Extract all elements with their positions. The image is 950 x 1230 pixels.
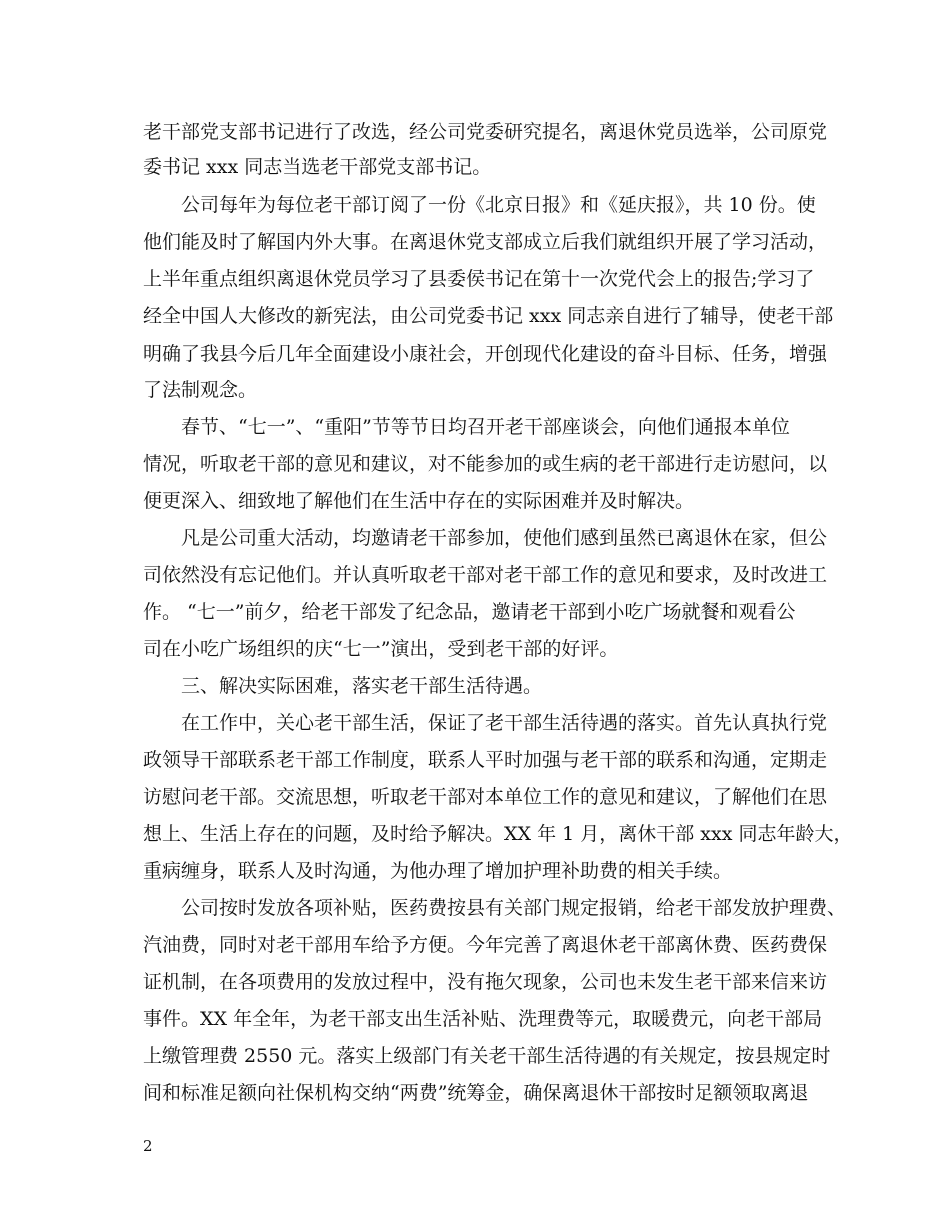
text-line: 司依然没有忘记他们。并认真听取老干部对老干部工作的意见和要求，及时改进工 [143, 564, 828, 586]
text-line: 汽油费，同时对老干部用车给予方便。今年完善了离退休老干部离休费、医药费保 [143, 934, 828, 956]
text-line: 春节、“七一”、“重阳”节等节日均召开老干部座谈会，向他们通报本单位 [181, 416, 790, 438]
text-line: 事件。XX 年全年，为老干部支出生活补贴、洗理费等元，取暖费元，向老干部局 [143, 1008, 823, 1030]
text-line: 政领导干部联系老干部工作制度，联系人平时加强与老干部的联系和沟通，定期走 [143, 749, 828, 771]
text-line: 证机制，在各项费用的发放过程中，没有拖欠现象，公司也未发生老干部来信来访 [143, 971, 828, 993]
text-line: 在工作中，关心老干部生活，保证了老干部生活待遇的落实。首先认真执行党 [181, 712, 828, 734]
text-line: 明确了我县今后几年全面建设小康社会，开创现代化建设的奋斗目标、任务，增强 [143, 343, 828, 365]
text-line: 老干部党支部书记进行了改选，经公司党委研究提名，离退休党员选举，公司原党 [143, 121, 828, 143]
page-number: 2 [143, 1137, 153, 1155]
text-line: 便更深入、细致地了解他们在生活中存在的实际困难并及时解决。 [143, 490, 695, 512]
text-line: 司在小吃广场组织的庆“七一”演出，受到老干部的好评。 [143, 638, 619, 660]
text-line: 作。 “七一”前夕，给老干部发了纪念品，邀请老干部到小吃广场就餐和观看公 [143, 601, 796, 623]
text-line: 访慰问老干部。交流思想，听取老干部对本单位工作的意见和建议，了解他们在思 [143, 786, 828, 808]
text-line: 凡是公司重大活动，均邀请老干部参加，使他们感到虽然已离退休在家，但公 [181, 527, 828, 549]
text-line: 情况，听取老干部的意见和建议，对不能参加的或生病的老干部进行走访慰问，以 [143, 453, 828, 475]
text-line: 他们能及时了解国内外大事。在离退休党支部成立后我们就组织开展了学习活动， [143, 231, 828, 253]
section-heading: 三、解决实际困难，落实老干部生活待遇。 [181, 675, 543, 697]
text-line: 公司按时发放各项补贴，医药费按县有关部门规定报销，给老干部发放护理费、 [181, 897, 847, 919]
text-line: 了法制观念。 [143, 379, 258, 401]
text-line: 上缴管理费 2550 元。落实上级部门有关老干部生活待遇的有关规定，按县规定时 [143, 1045, 831, 1067]
text-line: 委书记 xxx 同志当选老干部党支部书记。 [143, 156, 492, 178]
text-line: 经全中国人大修改的新宪法，由公司党委书记 xxx 同志亲自进行了辅导，使老干部 [143, 305, 834, 327]
text-line: 重病缠身，联系人及时沟通，为他办理了增加护理补助费的相关手续。 [143, 860, 733, 882]
text-line: 上半年重点组织离退休党员学习了县委侯书记在第十一次党代会上的报告;学习了 [143, 268, 815, 290]
text-line: 公司每年为每位老干部订阅了一份《北京日报》和《延庆报》，共 10 份。使 [181, 194, 816, 216]
text-line: 间和标准足额向社保机构交纳“两费”统筹金，确保离退休干部按时足额领取离退 [143, 1082, 809, 1104]
text-line: 想上、生活上存在的问题，及时给予解决。XX 年 1 月，离休干部 xxx 同志年龄大， [143, 823, 853, 845]
